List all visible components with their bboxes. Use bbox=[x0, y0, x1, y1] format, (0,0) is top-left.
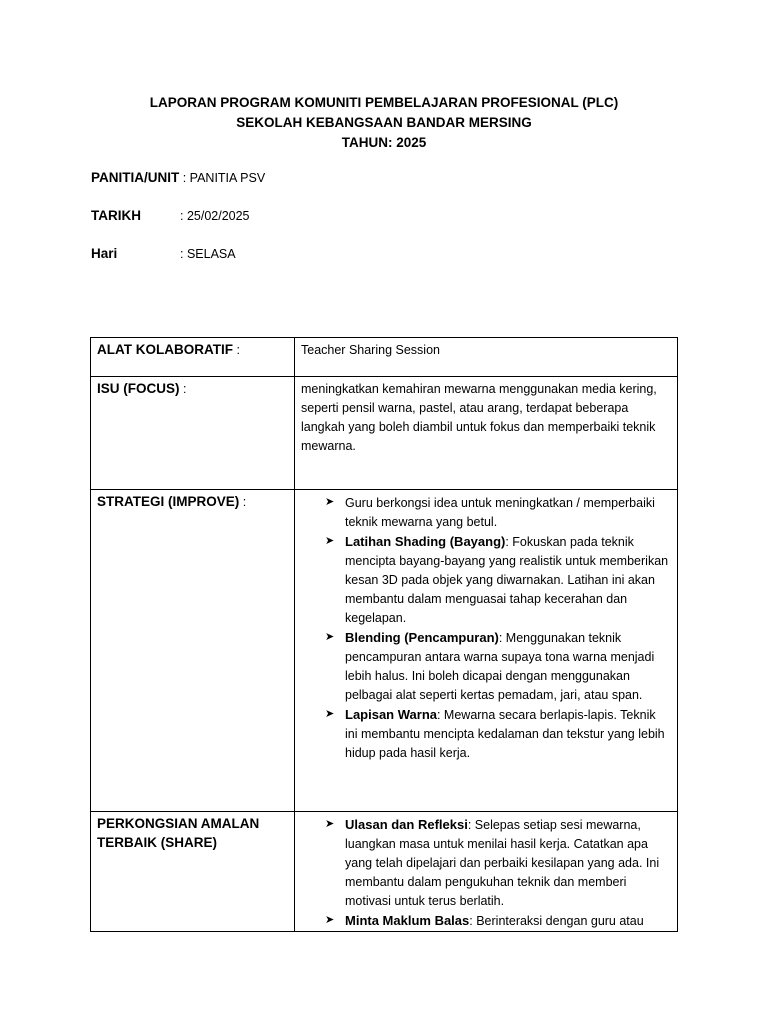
arrow-bullet-icon: ➤ bbox=[325, 535, 335, 547]
arrow-bullet-icon: ➤ bbox=[325, 708, 335, 720]
arrow-bullet-icon: ➤ bbox=[325, 818, 335, 830]
hari-value: : SELASA bbox=[180, 247, 236, 261]
isu-label: ISU (FOCUS) bbox=[97, 381, 180, 396]
alat-suffix: : bbox=[232, 343, 240, 357]
strategi-suffix: : bbox=[239, 495, 247, 509]
strategi-cell bbox=[295, 490, 678, 812]
title-line-1: LAPORAN PROGRAM KOMUNITI PEMBELAJARAN PROFESIONAL (PLC) bbox=[149, 95, 619, 110]
strategi-list bbox=[301, 493, 671, 763]
alat-label: ALAT KOLABORATIF bbox=[97, 342, 233, 357]
row-strategi bbox=[91, 490, 678, 812]
arrow-bullet-icon: ➤ bbox=[325, 914, 335, 926]
isu-label-cell bbox=[91, 377, 295, 490]
strategi-item: ➤ Blending (Pencampuran): Menggunakan teknik pencampuran antara warna supaya tona warna menjadi lebih halus. Ini boleh dicapai dengan menggunakan pelbagai alat seperti kertas pemadam, jari, atau span. bbox=[325, 630, 655, 702]
meta-tarikh bbox=[91, 208, 250, 223]
isu-suffix: : bbox=[179, 382, 187, 396]
row-isu bbox=[91, 377, 678, 490]
arrow-bullet-icon: ➤ bbox=[325, 496, 335, 508]
panitia-label: PANITIA/UNIT bbox=[91, 170, 180, 185]
strategi-label-cell bbox=[91, 490, 295, 812]
share-item: ➤ Ulasan dan Refleksi: Selepas setiap sesi mewarna, luangkan masa untuk menilai hasil kerja. Catatkan apa yang telah dipelajari dan perbaiki kesilapan yang ada. Ini membantu dalam pengukuhan teknik dan memberi motivasi untuk terus berlatih. bbox=[325, 817, 660, 908]
share-label-cell bbox=[91, 812, 295, 932]
share-label-line-2: TERBAIK (SHARE) bbox=[97, 835, 217, 850]
title-line-3: TAHUN: 2025 bbox=[341, 135, 427, 150]
isu-value: meningkatkan kemahiran mewarna menggunakan media kering, seperti pensil warna, pastel, atau arang, terdapat beberapa langkah yang boleh diambil untuk fokus dan memperbaiki teknik mewarna. bbox=[295, 377, 678, 490]
plc-table bbox=[90, 337, 678, 932]
tarikh-value: : 25/02/2025 bbox=[180, 209, 250, 223]
report-title bbox=[0, 93, 768, 153]
strategi-item: ➤ Lapisan Warna: Mewarna secara berlapis-lapis. Teknik ini membantu mencipta kedalaman dan tekstur yang lebih hidup pada hasil kerja. bbox=[325, 707, 665, 760]
meta-hari bbox=[91, 246, 236, 261]
panitia-value: : PANITIA PSV bbox=[179, 171, 266, 185]
strategi-item: ➤ Guru berkongsi idea untuk meningkatkan / memperbaiki teknik mewarna yang betul. bbox=[345, 493, 671, 532]
alat-value: Teacher Sharing Session bbox=[295, 338, 678, 377]
row-alat bbox=[91, 338, 678, 377]
share-list bbox=[301, 815, 671, 931]
hari-label: Hari bbox=[91, 246, 118, 261]
title-line-2: SEKOLAH KEBANGSAAN BANDAR MERSING bbox=[236, 115, 532, 130]
row-share bbox=[91, 812, 678, 932]
strategi-label: STRATEGI (IMPROVE) bbox=[97, 494, 240, 509]
share-item: ➤ Minta Maklum Balas: Berinteraksi dengan guru atau bbox=[325, 913, 644, 928]
meta-panitia bbox=[91, 170, 265, 185]
alat-label-cell bbox=[91, 338, 295, 377]
strategi-item: ➤ Latihan Shading (Bayang): Fokuskan pada teknik mencipta bayang-bayang yang realistik untuk memberikan kesan 3D pada objek yang diwarnakan. Latihan ini akan membantu dalam menguasai tahap kecerahan dan kegelapan. bbox=[325, 534, 669, 625]
share-label-line-1: PERKONGSIAN AMALAN bbox=[97, 816, 260, 831]
tarikh-label: TARIKH bbox=[91, 208, 141, 223]
share-cell bbox=[295, 812, 678, 932]
arrow-bullet-icon: ➤ bbox=[325, 631, 335, 643]
